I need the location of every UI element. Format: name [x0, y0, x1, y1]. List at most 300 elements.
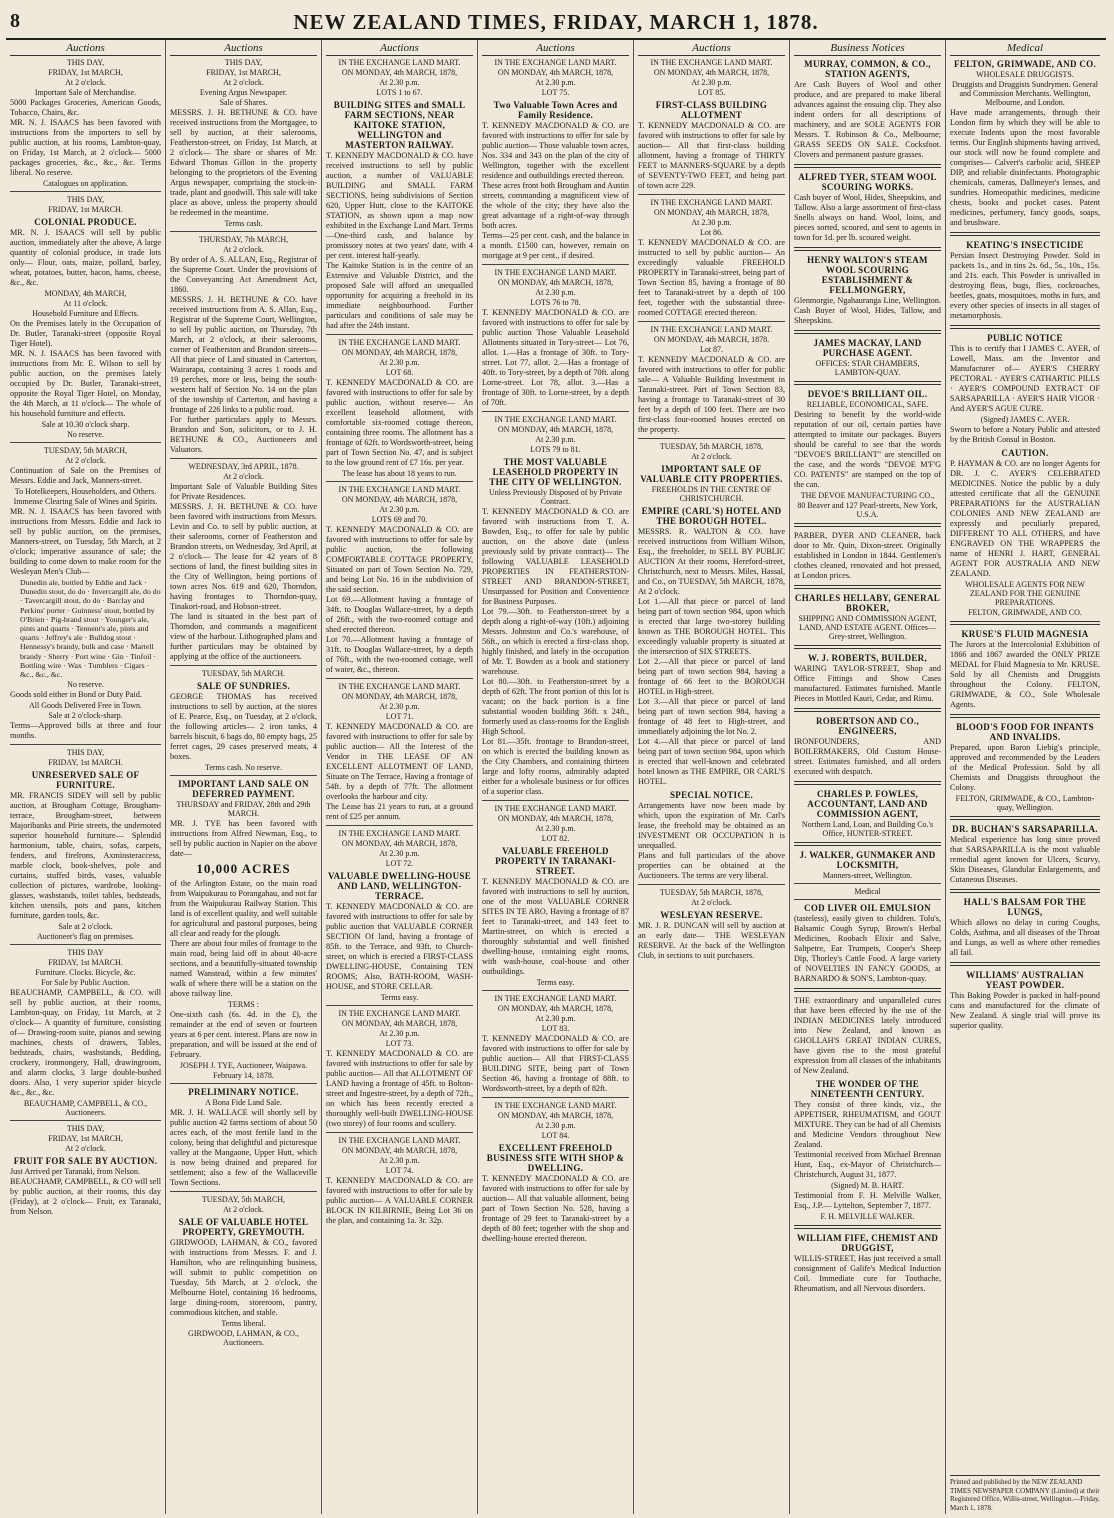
ad-body-text: IRONFOUNDERS, AND BOILERMAKERS, Old Custom House-street. Estimates furnished, and all orders executed with despatch. [794, 737, 941, 776]
ad-subline: ON MONDAY, 4th MARCH, 1878, [341, 692, 458, 701]
ad-subline: TUESDAY, 5th MARCH, 1878, [659, 888, 764, 897]
ad-subline: JOSEPH J. TYE, Auctioneer, Waipawa. [179, 1061, 308, 1070]
ad-body-text: Terms—Approved bills at three and four months. [10, 721, 161, 741]
ad-subline: FELTON, GRIMWADE, AND CO. [968, 608, 1082, 617]
column-rule [794, 585, 941, 589]
ad-body-text: MR. N. J. ISAACS has been favored with instructions from Messrs. Eddie and Jack to sell by public auction, on the premises, Manners-street, on Tuesday, 5th March, at 2 o'clock; imperative assurance of sale; the building to come down to make room for the Wesleyan Men's Club— [10, 507, 161, 576]
ad-body-text: T. KENNEDY MACDONALD & CO. are favored with instructions to offer for sale by public auction Those Valuable Leasehold Allotments situated in Tory-street— Lot 76, allot. 1.—Has a frontage of 30ft. to Tory-street. Lot 77, allot. 2.—Has a frontage of 40ft. to Tory-street, by a depth of 70ft. along Lorne-street. Lot 78, allot. 3.—Has a frontage of 30ft. to Lorne-street, by a depth of 70ft. [482, 308, 629, 407]
ad-subline: At 2.30 p.m. [535, 824, 576, 833]
ad-subline: OFFICES: STAR CHAMBERS, LAMBTON-QUAY. [815, 359, 920, 377]
column-rule [170, 1191, 317, 1192]
ad-body-text: Lot 2.—All that piece or parcel of land being part of town section 984, having a frontage of 66 feet to the BOROUGH HOTEL in High-street. [638, 657, 785, 696]
ad-headline: PRELIMINARY NOTICE. [188, 1087, 299, 1097]
ad-subline: LOTS 1 to 67. [376, 88, 423, 97]
ad-subline: TUESDAY, 5th MARCH, 1878, [659, 442, 764, 451]
ad-subline: F. H. MELVILLE WALKER. [820, 1212, 915, 1221]
ad-subline: IN THE EXCHANGE LAND MART. [650, 58, 773, 67]
ad-subline: LOT 85. [697, 88, 726, 97]
ad-subline: WHOLESALE DRUGGISTS. [976, 70, 1074, 79]
ad-subline: ON MONDAY, 4th MARCH, 1878, [341, 348, 458, 357]
ad-body-text: PARBER, DYER AND CLEANER, back door to Mr. Quin, Dixon-street. Originally established in London in 1844. Gentlemen's clothes cleaned, renovated and hot pressed, at London prices. [794, 531, 941, 580]
column-rule [326, 334, 473, 335]
ad-subline: (Signed) JAMES C. AYER. [980, 415, 1070, 424]
ad-subline: THE DEVOE MANUFACTURING CO., [800, 491, 935, 500]
ad-body-text: BEAUCHAMP, CAMPBELL, & CO. will sell by public auction, at their rooms, Lambton-quay, on Friday, 1st March, at 2 o'clock— A quantity of furniture, consisting of— Drawing-room suite, pianos and sewing machines, chests of drawers, Tables, bedsteads, chairs, washstands, Bedding, crockery, ironmongery, Hall, drawingroom, and alarm clocks, 3 large double-bushed doors. Also, 1 very superior spider bicycle &c., &c., &c. [10, 988, 161, 1098]
ad-subline: At 2.30 p.m. [379, 358, 420, 367]
ad-subline: For Sale by Public Auction. [41, 978, 130, 988]
ad-subline: ON MONDAY, 4th MARCH, 1878. [653, 335, 770, 344]
ad-headline: DR. BUCHAN'S SARSAPARILLA. [952, 824, 1098, 834]
column-rule [326, 1132, 473, 1133]
column-rule [950, 232, 1100, 236]
column-2 [166, 40, 322, 1514]
ad-body-text: T. KENNEDY MACDONALD & CO. are favored with instructions to sell by auction, one of the most VALUABLE CORNER SITES IN TE ARO, Having a frontage of 87 feet to Taranaki-street, and 143 feet to Martin-street, on which is erected a thoroughly substantial and well finished dwelling-house, containing eight rooms, with wash-house, coal-house and other outbuildings. [482, 877, 629, 976]
ad-subline: At 2.30 p.m. [379, 1029, 420, 1038]
ad-subline: ON MONDAY, 4th MARCH, 1878, [653, 208, 770, 217]
ad-subline: Medical [854, 887, 881, 896]
ad-subline: THIS DAY, [66, 58, 105, 67]
column-rule [794, 645, 941, 649]
ad-body-text: Testimonial from F. H. Melville Walker, Esq., J.P.— Lyttelton, September 7, 1877. [794, 1191, 941, 1210]
column-heading: Auctions [170, 40, 317, 56]
column-rule [326, 481, 473, 482]
ad-subline: At 2 o'clock. [65, 78, 106, 87]
ad-body-text: The land is situated in the best part of Thorndon, and commands a magnificent view of the harbour. Lithographed plans and further particulars may be obtained by applying at the office of the auctioneers. [170, 612, 317, 661]
ad-subline: IN THE EXCHANGE LAND MART. [650, 325, 773, 334]
ad-body-text: of the Arlington Estate, on the main road from Waipukurau to Porangahau, and not far from the Waipukurau Railway Station. This land is of excellent quality, and well suitable for agricultural and pastoral purposes, being all clear and ready for the plough. [170, 879, 317, 938]
ad-subline: At 2.30 p.m. [535, 78, 576, 87]
ad-body-text: Prepared, upon Baron Liebig's principle, approved and recommended by the Leaders of the Medical Profession. Sold by all Chemists and Druggists throughout the Colony. [950, 743, 1100, 792]
ad-subline: Terms easy. [536, 978, 575, 987]
ad-body-text: Persian Insect Destroying Powder. Sold in packets 1s., and in tins 2s. 6d., 5s., 10s., 15s. and 21s. each. This Powder is unrivalled in destroying fleas, bugs, flies, cockroaches, beetles, gnats, mosquitoes, moths in furs, and every other species of insects in all stages of metamorphosis. [950, 251, 1100, 320]
ad-body-text: One-sixth cash (6s. 4d. in the £), the remainder at the end of seven or fourteen years at 6 per cent. interest. Plans are now in preparation, and will be issued at the end of February. [170, 1010, 317, 1059]
ad-body-text: 5000 Packages Groceries, American Goods, Tobacco, Chairs, &c. [10, 98, 161, 117]
ad-subline: LOT 84. [541, 1131, 570, 1140]
ad-subline: MONDAY, 4th MARCH, [44, 289, 127, 298]
ad-subline: Terms liberal. [221, 1319, 266, 1328]
ad-subline: Druggists and Druggists Sundrymen. General and Commission Merchants. Wellington, Melbourne, and London. [952, 80, 1098, 107]
ad-subline: FREEHOLDS IN THE CENTRE OF CHRISTCHURCH. [651, 485, 772, 503]
ad-subline: At 2.30 p.m. [379, 78, 420, 87]
column-heading: Medical [950, 40, 1100, 56]
column-rule [794, 899, 941, 900]
column-rule [794, 247, 941, 251]
ad-body-text: T. KENNEDY MACDONALD & CO. are favored with instructions to offer for sale by public auction— All the Interest of the Vendor in THE LEASE OF AN EXCELLENT ALLOTMENT OF LAND, Situate on The Terrace, Having a frontage of 54ft. by a depth of 77ft. The allotment overlooks the harbour and city. [326, 722, 473, 801]
ad-subline: To Hotelkeepers, Householders, and Others. [14, 487, 157, 496]
ad-body-text: T. KENNEDY MACDONALD & CO. are favored with instructions to offer for sale by public auction, the following COMFORTABLE COTTAGE PROPERTY, Situated on part of Town Section No. 729, and being Lot No. 16 in the subdivision of the said section. [326, 525, 473, 594]
ad-body-text: T. KENNEDY MACDONALD & CO. are instructed to sell by public auction— An exceedingly valuable FREEHOLD PROPERTY in Taranaki-street, being part of Town Section 85, having a frontage of 80 feet to Taranaki-street by a depth of 100 feet, together with the substantial three-roomed COTTAGE erected thereon. [638, 238, 785, 317]
ad-subline: At 2 o'clock. [65, 1144, 106, 1154]
column-heading: Business Notices [794, 40, 941, 56]
ad-subline: GIRDWOOD, LAHMAN, & CO., Auctioneers. [188, 1329, 299, 1347]
ad-subline: TUESDAY, 5th MARCH. [201, 669, 286, 678]
ad-body-text: Are Cash Buyers of Wool and other produce, and are prepared to make liberal advances against the ensuing clip. They also indent orders for all descriptions of machinery, and are SOLE AGENTS FOR Messrs. T. Robinson & Co., Melbourne; GRASS SEEDS ON SALE. Cocksfoot. Clovers and permanent pasture grasses. [794, 80, 941, 159]
ad-headline: IMPORTANT LAND SALE ON DEFERRED PAYMENT. [178, 779, 309, 799]
ad-headline: THE WONDER OF THE NINETEENTH CENTURY. [810, 1079, 925, 1099]
column-rule [10, 944, 161, 945]
ad-body-text: MR. N. J. ISAACS has been favored with instructions from the importers to sell by public auction, at his rooms, Lambton-quay, on Friday, 1st March, at 2 o'clock— 5000 packages groceries, &c., &c., &c. Terms liberal. No reserve. [10, 118, 161, 177]
ad-headline: KEATING'S INSECTICIDE [966, 240, 1084, 250]
ad-body-text: MESSRS. J. H. BETHUNE & CO. have been favored with instructions from Messrs. Levin and Co. to sell by public auction, at their salerooms, corner of Featherston and Brandon streets, on Wednesday, 3rd April, at 2 o'clock— The lease for 42 years of 8 sections of land, the finest building sites in the City of Wellington, being portions of town acres Nos. 619 and 620, Thorndon, having frontages to Thorndon-quay, Tinakori-road, and Hobson-street. [170, 502, 317, 611]
ad-body-text: They consist of three kinds, viz., the APPETISER, RHEUMATISM, and GOUT MIXTURE. They can be had of all Chemists and Medicine Vendors throughout New Zealand. [794, 1100, 941, 1149]
ad-subline: IN THE EXCHANGE LAND MART. [338, 829, 461, 838]
ad-headline: Two Valuable Town Acres and Family Residence. [493, 100, 618, 120]
ad-body-text: MR. N. J. ISAACS will sell by public auction, immediately after the above, A large quantity of colonial produce, in trade lots only— Flour, oats, maize, pollard, barley, wheat, potatoes, butter, bacon, hams, cheese, &c., &c. [10, 228, 161, 287]
ad-subline: LOT 73. [385, 1039, 414, 1048]
ad-subline: TUESDAY, 5th MARCH, [201, 1195, 286, 1204]
ad-body-text: MR. N. J. ISAACS has been favored with instructions from Mr. E. Wilson to sell by public auction, on the premises lately occupied by Dr. Butler, Taranaki-street, opposite the Royal Tiger Hotel, on Monday, the 4th March, at 11 o'clock— The whole of his household furniture and effects. [10, 349, 161, 418]
ad-subline: At 2 o'clock. [223, 245, 264, 254]
ad-headline: JAMES MACKAY, LAND PURCHASE AGENT. [813, 338, 922, 358]
ad-body-text: WARING TAYLOR-STREET, Shop and Office Fittings and Show Cases manufactured. Estimates furnished. Mantle Pieces in Mottled Kauri, Cedar, and Rimu. [794, 664, 941, 703]
column-rule [638, 194, 785, 195]
ad-subline: Lot 87. [699, 345, 724, 354]
ad-body-text: Glenmorgie, Ngahauranga Line, Wellington. Cash Buyer of Wool, Hides, Tallow, and Sheepskins. [794, 296, 941, 325]
ad-headline: BUILDING SITES and SMALL FARM SECTIONS, NEAR KAITOKE STATION, WELLINGTON and MASTERTON RAILWAY. [333, 100, 466, 150]
ad-subline: FRIDAY, 1st MARCH, [206, 68, 281, 77]
column-rule [950, 889, 1100, 893]
ad-subline: At 2.30 p.m. [691, 78, 732, 87]
ad-subline: At 2.30 p.m. [379, 702, 420, 711]
ad-subline: (Signed) M. B. HART. [831, 1181, 904, 1190]
ad-headline: COLONIAL PRODUCE. [34, 217, 137, 227]
ad-subline: FRIDAY, 1st MARCH. [48, 958, 123, 968]
column-rule [638, 438, 785, 439]
ad-body-text: Terms—25 per cent. cash, and the balance in a month. £1500 can, however, remain on mortgage at 9 per cent., if desired. [482, 231, 629, 260]
column-3 [322, 40, 478, 1514]
ad-subline: At 2.30 p.m. [535, 1014, 576, 1023]
ad-subline: THURSDAY, 7th MARCH, [198, 235, 289, 244]
ad-subline: IN THE EXCHANGE LAND MART. [338, 682, 461, 691]
ad-subline: WHOLESALE AGENTS FOR NEW ZEALAND FOR THE GENUINE PREPARATIONS. [965, 580, 1085, 607]
column-7 [946, 40, 1104, 1514]
column-rule [794, 164, 941, 168]
ad-subline: At 2.30 p.m. [379, 849, 420, 858]
ad-headline: KRUSE'S FLUID MAGNESIA [961, 629, 1089, 639]
ad-subline: At 2.30 p.m. [535, 288, 576, 297]
ad-headline: PUBLIC NOTICE [987, 333, 1063, 343]
ad-body-text: MR. FRANCIS SIDEY will sell by public auction, at Brougham Cottage, Brougham-terrace, Brougham-street, between Majoribanks and Pirie streets, the undernoted superior household furniture— Splendid harmonium, table, chairs, sofas, carpets, fenders, and firelrons, Axminsteraccess, marble clock, book-shelves, pole and curtains, stuffed birds, vases, valuable collection of pictures, wardrobe, looking-glasses, washstands, toilet tables, bedsteads, kitchen utensils, pots and pans, kitchen furniture, garden tools, &c. [10, 791, 161, 921]
ad-subline: LOT 83. [541, 1024, 570, 1033]
ad-body-text: This is to certify that I JAMES C. AYER, of Lowell, Mass. am the Inventor and Manufacturer of— AYER'S CHERRY PECTORAL · AYER'S CATHARTIC PILLS · AYER'S COMPOUND EXTRACT OF SARSAPARILLA · AYER'S HAIR VIGOR · And AYER'S AGUE CURE. [950, 344, 1100, 413]
ad-body-text: Medical experience has long since proved that SARSAPARILLA is the most valuable remedial agent known for Ulcers, Scurvy, Skin Diseases, Glandular Enlargements, and Cutaneous Diseases. [950, 835, 1100, 884]
column-rule [170, 458, 317, 459]
ad-headline: CHARLES HELLABY, GENERAL BROKER, [794, 593, 941, 613]
column-rule [326, 678, 473, 679]
ad-subline: Terms cash. [224, 219, 263, 228]
column-rule [794, 523, 941, 527]
column-rule [950, 962, 1100, 966]
ad-subline: Unless Previously Disposed of by Private Contract. [488, 488, 623, 506]
ad-headline: SPECIAL NOTICE. [669, 790, 754, 800]
ad-body-text: Important Sale of Valuable Building Sites for Private Residences. [170, 482, 317, 501]
ad-subline: All Goods Delivered Free in Town. [28, 701, 143, 711]
ad-headline: CHARLES P. FOWLES, ACCOUNTANT, LAND AND COMMISSION AGENT, [807, 789, 928, 819]
column-rule [10, 191, 161, 192]
column-rule [326, 1005, 473, 1006]
ad-headline: J. WALKER, GUNMAKER AND LOCKSMITH, [799, 850, 936, 870]
column-rule [10, 442, 161, 443]
ad-subline: No reserve. [67, 680, 104, 690]
ad-headline: ROBERTSON AND CO., ENGINEERS, [815, 716, 920, 736]
ad-subline: THIS DAY, [66, 1124, 105, 1134]
ad-subline: TERMS : [228, 1000, 259, 1009]
ad-subline: ON MONDAY, 4th MARCH, 1878, [497, 814, 614, 823]
column-rule [170, 231, 317, 232]
ad-subline: Evening Argus Newspaper. [199, 88, 288, 97]
ad-body-text: Testimonial received from Michael Brennan Hunt, Esq., ex-Mayor of Christchurch— Christchurch, August 31, 1877. [794, 1150, 941, 1179]
ad-headline: COD LIVER OIL EMULSION [804, 903, 931, 913]
ad-item-list: Dunedin ale, bottled by Eddie and Jack · Dunedin stout, do do · Invercargill ale, do do · Tavercargill stout, do do · Barclay and Perkins' porter · Guinness' stout, bottled by O'Brien · Pig-brand stout · Younger's ale, pints and quarts · Tennent's ale, pints and quarts · Jeffrey's ale · Bulldog stout · Hennessy's brandy, bulk and case · Martell brandy · Sherry · Port wine · Gin · Tinfoil · Bottling wire · Wax · Tumblers · Cigars · &c., &c., &c. [20, 578, 161, 679]
ad-subline: The lease has about 18 years to run. [342, 469, 457, 478]
column-heading: Auctions [638, 40, 785, 56]
ad-body-text: T. KENNEDY MACDONALD & CO. are favored with instructions to offer for sale by public auction that VALUABLE CORNER SECTION Of land, having a frontage of 85ft. to the Terrace, and 93ft. to Church-street, on which is erected a FIRST-CLASS DWELLING-HOUSE, Containing TEN ROOMS; Also, BATH-ROOM, WASH-HOUSE, and STORE CELLAR. [326, 902, 473, 991]
ad-body-text: T. KENNEDY MACDONALD & CO. are favored with instructions to offer for sale by public auction— A VALUABLE CORNER BLOCK IN KILBIRNIE, Being Lot 36 on the plan, and containing 1a. 3r. 32p. [326, 1176, 473, 1225]
ad-subline: IN THE EXCHANGE LAND MART. [650, 198, 773, 207]
ad-body-text: Lot 4.—All that piece or parcel of land being part of town section 984, upon which is erected that well-known and celebrated hotel known as THE EMPIRE, OR CARL'S HOTEL. [638, 737, 785, 786]
ad-body-text: T. KENNEDY MACDONALD & CO. are favored with instructions to offer for public sale— A Valuable Building Investment in Taranaki-street. Part of Town Section 83, having a frontage to Taranaki-street of 30 feet by a depth of 100 feet. There are two first-class four-roomed houses erected on the property. [638, 355, 785, 434]
ad-headline: EXCELLENT FREEHOLD BUSINESS SITE WITH SHOP & DWELLING. [486, 1143, 625, 1173]
ad-subline: Sale at 2 o'clock-sharp. [48, 711, 123, 721]
ad-subline: FRIDAY, 1st MARCH. [48, 205, 123, 214]
ad-subline: Catalogues on application. [42, 179, 129, 188]
ad-subline: ON MONDAY, 4th MARCH, 1878, [497, 1111, 614, 1120]
ad-headline: EMPIRE (CARL'S) HOTEL AND THE BOROUGH HOTEL. [641, 506, 782, 526]
ad-subline: At 2.30 p.m. [535, 1121, 576, 1130]
ad-body-text: T. KENNEDY MACDONALD & CO. are favored with instructions to offer for sale by auction— All that first-class building allotment, having a frontage of THIRTY FEET to MANNERS-SQUARE by a depth of SEVENTY-TWO FEET, and being part of town acre 229. [638, 121, 785, 190]
column-rule [10, 1120, 161, 1121]
ad-headline: UNRESERVED SALE OF FURNITURE. [31, 770, 140, 791]
ad-subline: 80 Beaver and 127 Pearl-streets, New York, U.S.A. [797, 501, 938, 519]
ad-headline: VALUABLE DWELLING-HOUSE AND LAND, WELLINGTON-TERRACE. [327, 871, 472, 901]
column-heading: Auctions [482, 40, 629, 56]
ad-body-text: The Kaitoke Station is in the centre of an Extensive and Valuable District, and the proposed Sale will afford an unequalled opportunity for acquiring a freehold in its immediate neighbourhood. Further particulars and conditions of sale may be had after the 24th instant. [326, 261, 473, 330]
ad-body-text: MESSRS. R. WALTON & CO. have received instructions from William Wilson, Esq., the freeholder, to SELL BY PUBLIC AUCTION At their rooms, Hereford-street, Christchurch, next to Messrs. Miles, Hassal, and Co., on TUESDAY, 5th MARCH, 1878, At 2 o'clock. [638, 527, 785, 596]
ad-display-figure: 10,000 ACRES [196, 861, 291, 876]
ad-body-text: (tasteless), easily given to children. Tolu's, Balsamic Cough Syrup, Brown's Herbal Medicines, Roobach Elixir and Salve, Saltpetre, Ear Trumpets, Cooper's Sheep Dip, Thorley's Cattle Food. A large variety of NOVELTIES IN FANCY GOODS, at BARNARDO & SON'S, Lambton-quay. [794, 914, 941, 983]
column-rule [950, 325, 1100, 329]
ad-headline: IMPORTANT SALE OF VALUABLE CITY PROPERTIES. [640, 464, 783, 484]
ad-subline: Important Sale of Merchandise. [34, 88, 137, 97]
ad-body-text: Lot 81.—35ft. frontage to Brandon-street, on which is erected the building known as the City Chambers, and containing thirteen large and lofty rooms, admirably adapted either for a wholesale business or for offices of a superior class. [482, 737, 629, 796]
ad-body-text: Lot 80.—30ft. to Featherston-street by a depth of 62ft. The front portion of this lot is vacant; on the back portion is a fine substantial wooden building 36ft. x 24ft., formerly used as class-rooms for the English High School. [482, 677, 629, 736]
ad-subline: ON MONDAY, 4th MARCH, 1878, [653, 68, 770, 77]
ad-body-text: MESSRS. J. H. BETHUNE & CO. have received instructions from A. S. Allan, Esq., Registrar of the Supreme Court, Wellington, to sell by public auction, on Thursday, 7th March, at 2 o'clock, at their salerooms, corner of Featherston and Brandon streets— All that piece of Land situated in Carterton, Wairarapa, containing 3 acres 1 roods and 19 perches, more or less, being the south-western half of Section No. 14 on the plan of the township of Carterton, and having a frontage of 226 links to a public road. [170, 295, 317, 414]
column-rule [950, 621, 1100, 625]
columns-container [6, 40, 1106, 1514]
ad-subline: ON MONDAY, 4th MARCH, 1878, [341, 839, 458, 848]
ad-headline: HALL'S BALSAM FOR THE LUNGS, [963, 897, 1087, 917]
ad-subline: Sale at 2 o'clock. [58, 922, 113, 932]
ad-body-text: Continuation of Sale on the Premises of Messrs. Eddie and Jack, Manners-street. [10, 466, 161, 485]
ad-body-text: Which allows no delay in curing Coughs, Colds, Asthma, and all diseases of the Throat and Lungs, as well as where other remedies all fail. [950, 918, 1100, 957]
ad-body-text: These acres front both Brougham and Austin streets, commanding a magnificent view of the whole of the city; they have also the great advantage of a right-of-way through both acres. [482, 181, 629, 230]
ad-subline: February 14, 1878. [213, 1071, 274, 1080]
ad-subline: THIS DAY, [66, 748, 105, 758]
ad-subline: Sale at 10.30 o'clock sharp. [41, 420, 130, 429]
ad-body-text: MR. J. TYE has been favored with instructions from Alfred Newman, Esq., to sell by public auction in Napier on the above date— [170, 819, 317, 858]
ad-subline: IN THE EXCHANGE LAND MART. [338, 58, 461, 67]
ad-subline: LOT 75. [541, 88, 570, 97]
column-rule [794, 883, 941, 884]
column-rule [794, 842, 941, 846]
ad-headline: W. J. ROBERTS, BUILDER, [807, 653, 928, 663]
ad-headline: WILLIAMS' AUSTRALIAN YEAST POWDER. [966, 970, 1084, 990]
ad-subline: IN THE EXCHANGE LAND MART. [338, 1136, 461, 1145]
ad-body-text: T. KENNEDY MACDONALD & CO. have received instructions to sell by public auction, a number of VALUABLE BUILDING and SMALL FARM SECTIONS, being subdivisions of Section 620, Upper Hutt, close to the KAITOKE STATION, as shown upon a map now exhibited in the Exchange Land Mart. Terms—One-third cash, and balance by promissory notes at two years' date, with 4 per cent. interest half-yearly. [326, 151, 473, 260]
ad-body-text: Desiring to benefit by the world-wide reputation of our oil, certain parties have attempted to imitate our packages. Buyers should be careful to see that the words "DEVOE'S BRILLIANT" are stencilled on the case, and the words "DEVOE M'F'G CO. PATENTS" are stamped on the top of the can. [794, 410, 941, 489]
ad-body-text: MR. J. R. DUNCAN will sell by auction at an early date— THE WESLEYAN RESERVE. At the back of the Wellington Club, in sections to suit purchasers. [638, 921, 785, 960]
ad-headline: FRUIT FOR SALE BY AUCTION. [13, 1156, 158, 1167]
ad-headline: WESLEYAN RESERVE. [660, 910, 763, 920]
column-4 [478, 40, 634, 1514]
ad-subline: Household Furniture and Effects. [32, 309, 139, 318]
column-rule [794, 988, 941, 992]
ad-subline: At 2 o'clock. [223, 472, 264, 481]
ad-subline: IN THE EXCHANGE LAND MART. [494, 58, 617, 67]
column-rule [482, 264, 629, 265]
ad-subline: IN THE EXCHANGE LAND MART. [338, 1009, 461, 1018]
ad-subline: THIS DAY [67, 948, 104, 958]
ad-subline: At 2.30 p.m. [691, 218, 732, 227]
ad-body-text: GIRDWOOD, LAHMAN, & CO., favored with instructions from Messrs. F. and J. Hamilton, who are relinquishing business, will submit to public competition on Tuesday, 5th March, at 2 o'clock, the Melbourne Hotel, containing 16 bedrooms, large dining-room, storeroom, pantry, commodious kitchen, and stable. [170, 1238, 317, 1317]
ad-subline: LOT 68. [385, 368, 414, 377]
column-rule [794, 1225, 941, 1229]
ad-subline: At 2 o'clock. [223, 78, 264, 87]
ad-subline: Terms easy. [380, 993, 419, 1002]
ad-body-text: Sworn to before a Notary Public and attested by the British Consul in Boston. [950, 425, 1100, 444]
ad-body-text: T. KENNEDY MACDONALD & CO. are favored with instructions to offer for sale by public auction, without reserve— An excellent leasehold allotment, with comfortable six-roomed cottage thereon, containing three rooms. The allotment has a frontage of 62ft. to Wordsworth-street, being part of Town Section No. 47, and is subject to the low ground rent of £7 16s. per year. [326, 378, 473, 467]
ad-body-text: Lot 3.—All that piece or parcel of land being part of town section 984, having a frontage of 48 feet to High-street, and immediately adjoining the lot No. 2. [638, 697, 785, 736]
ad-subline: WEDNESDAY, 3rd APRIL, 1878. [188, 462, 299, 471]
ad-subline: FRIDAY, 1st MARCH. [48, 758, 123, 768]
ad-body-text: Arrangements have now been made by which, upon the expiration of Mr. Carl's lease, the freehold may be obtained as an INVESTMENT OR OCCUPATION It is unequalled. [638, 801, 785, 850]
ad-subline: At 2 o'clock. [691, 452, 732, 461]
ad-body-text: T. KENNEDY MACDONALD & CO. are favored with instructions to offer for sale by auction— All that valuable allotment, being part of Town Section No. 528, having a frontage of 29 feet to Taranaki-street by a depth of 80 feet; together with the shop and dwelling-house erected thereon. [482, 1174, 629, 1243]
ad-body-text: GEORGE THOMAS has received instructions to sell by auction, at the stores of E. Pearce, Esq., on Tuesday, at 2 o'clock, the following articles— 2 iron tanks, 4 barrels biscuit, 6 bags do, 80 empty bags, 25 ferret cages, 29 cases preserved meats, 4 boxes. [170, 692, 317, 761]
ad-headline: SALE OF SUNDRIES. [196, 681, 291, 691]
ad-subline: RELIABLE, ECONOMICAL, SAFE. [806, 400, 929, 409]
column-rule [170, 775, 317, 776]
ad-body-text: Just Arrived per Taranaki, from Nelson. [10, 1167, 141, 1177]
ad-subline: Furniture. Clocks. Bicycle, &c. [35, 968, 136, 978]
ad-headline: VALUABLE FREEHOLD PROPERTY IN TARANAKI-STREET. [495, 846, 616, 876]
ad-subline: ON MONDAY, 4th MARCH, 1878, [497, 1004, 614, 1013]
column-rule [482, 800, 629, 801]
ad-subline: THIS DAY, [224, 58, 263, 67]
ad-body-text: Lot 70.—Allotment having a frontage of 31ft. to Douglas Wallace-street, by a depth of 76ft., with the two-roomed cottage, well of water, &c., thereon. [326, 635, 473, 674]
ad-subline: LOTS 76 to 78. [530, 298, 581, 307]
ad-subline: IN THE EXCHANGE LAND MART. [494, 415, 617, 424]
column-rule [10, 744, 161, 745]
ad-subline: IN THE EXCHANGE LAND MART. [494, 994, 617, 1003]
ad-body-text: T. KENNEDY MACDONALD & CO. are favored with instructions from T. A. Bowden, Esq., to offer for sale by public auction, on the above date (unless previously sold by private contract)— The following VALUABLE LEASEHOLD PROPERTIES IN FEATHERSTON-STREET AND BRANDON-STREET, Unsurpassed for Position and Convenience for Business Purposes. [482, 507, 629, 606]
printer-imprint: Printed and published by the NEW ZEALAND TIMES NEWSPAPER COMPANY (Limited) at their Registered Office, Willis-street, Wellington.—Friday, March 1, 1878. [950, 1475, 1100, 1512]
ad-body-text: BEAUCHAMP, CAMPBELL, & CO will sell by public auction, at their rooms, this day (Friday), at 2 o'clock— Fruit, ex Taranaki, from Nelson. [10, 1177, 161, 1217]
ad-subline: ON MONDAY, 4th MARCH, 1878, [341, 68, 458, 77]
column-rule [638, 321, 785, 322]
ad-subline: At 2.30 p.m. [535, 435, 576, 444]
ad-body-text: There are about four miles of frontage to the main road, being laid off in about 40-acre sections, and a beautifully-situated township named Wanstead, within a few minutes' walk of where there will be a station on the above railway line. [170, 939, 317, 998]
ad-headline: HENRY WALTON'S STEAM WOOL SCOURING ESTABLISHMENT & FELLMONGERY, [807, 255, 928, 295]
ad-body-text: Goods sold either in Bond or Duty Paid. [10, 690, 142, 700]
ad-body-text: WILLIS-STREET, Has just received a small consignment of Galife's Medical Induction Coil. Immediate cure for Toothache, Rheumatism, and all Nervous disorders. [794, 1254, 941, 1293]
ad-subline: LOT 71. [385, 712, 414, 721]
ad-subline: LOTS 69 and 70. [371, 515, 428, 524]
ad-subline: At 2 o'clock. [223, 1205, 264, 1214]
column-heading: Auctions [326, 40, 473, 56]
column-rule [950, 816, 1100, 820]
ad-subline: At 2 o'clock. [691, 898, 732, 907]
masthead [6, 4, 1106, 40]
ad-headline: CAUTION. [1001, 448, 1049, 458]
ad-subline: BEAUCHAMP, CAMPBELL, & CO., Auctioneers. [23, 1099, 148, 1118]
ad-body-text: Cash buyer of Wool, Hides, Sheepskins, and Tallow. Also a large assortment of first-class Snells always on hand. Wool, loins, and pieces sorted, scoured, and sent to agents in town for 1d. per lb. scoured weight. [794, 193, 941, 242]
ad-subline: FELTON, GRIMWADE, & CO., Lambton-quay, Wellington. [955, 794, 1095, 812]
ad-headline: THE MOST VALUABLE LEASEHOLD PROPERTY IN THE CITY OF WELLINGTON. [489, 457, 622, 487]
ad-subline: At 2 o'clock. [65, 456, 106, 465]
newspaper-title: NEW ZEALAND TIMES, FRIDAY, MARCH 1, 1878. [293, 10, 819, 34]
ad-subline: LOT 72. [385, 859, 414, 868]
ad-body-text: For further particulars apply to Messrs. Brandon and Son, solicitors, or to J. H. BETHUNE & CO., Auctioneers and Valuators. [170, 415, 317, 454]
ad-subline: Terms cash. No reserve. [205, 763, 282, 772]
ad-subline: ON MONDAY, 4th MARCH, 1878, [497, 425, 614, 434]
ad-body-text: MR. J. H. WALLACE will shortly sell by public auction 42 farms sections of about 50 acres each, of the most fertile land in the colony, being that delightful and picturesque valley at the Mangaone, Upper Hutt, which is now being drained and prepared for settlement; also a few of the Wallaceville Town Sections. [170, 1108, 317, 1187]
ad-headline: FELTON, GRIMWADE, AND CO. [953, 59, 1097, 69]
ad-subline: LOT 82. [541, 834, 570, 843]
ad-subline: IN THE EXCHANGE LAND MART. [494, 804, 617, 813]
ad-subline: THURSDAY and FRIDAY, 28th and 29th MARCH. [176, 800, 311, 818]
ad-body-text: T. KENNEDY MACDONALD & CO. are favored with instructions to offer for sale by public auction— All that ALLOTMENT OF LAND having a frontage of 45ft. to Bolton-street and Ingestre-street, by a depth of 72ft., on which has been recently erected a thoroughly well-built DWELLING-HOUSE (two storey) of four rooms and scullery. [326, 1049, 473, 1128]
ad-body-text: P. HAYMAN & CO. are no longer Agents for DR. J. C. AYER'S CELEBRATED MEDICINES. Notice the public by a duly attested certificate that all the GENUINE PREPARATIONS for the AUSTRALIAN COLONIES AND NEW ZEALAND are expressly and peculiarly prepared, DIFFERENT TO ALL OTHERS, and have ENGRAVED ON THE WRAPPERS the name of HENRI J. HART, GENERAL AGENT FOR AUSTRALIA AND NEW ZEALAND. [950, 459, 1100, 578]
column-heading: Auctions [10, 40, 161, 56]
column-rule [170, 665, 317, 666]
ad-subline: ON MONDAY, 4th MARCH, 1878, [341, 1146, 458, 1155]
ad-body-text: The Lease has 21 years to run, at a ground rent of £25 per annum. [326, 802, 473, 821]
ad-headline: SALE OF VALUABLE HOTEL PROPERTY, GREYMOUTH. [178, 1217, 309, 1237]
ad-subline: Manners-street, Wellington. [822, 871, 913, 880]
ad-subline: SHIPPING AND COMMISSION AGENT, LAND, AND ESTATE AGENT. Offices—Grey-street, Wellington. [798, 614, 937, 641]
ad-subline: FRIDAY, 1st MARCH, [48, 1134, 123, 1144]
ad-subline: Sale of Shares. [219, 98, 268, 107]
ad-body-text: T. KENNEDY MACDONALD & CO. are favored with instructions to offer for sale by public auction— Those valuable town acres, Nos. 334 and 343 on the plan of the city of Wellington, together with the excellent residence and outbuildings erected thereon. [482, 121, 629, 180]
ad-body-text: Lot 69.—Allotment having a frontage of 34ft. to Douglas Wallace-street, by a depth of 26ft., with the two-roomed cottage and shed erected thereon. [326, 595, 473, 634]
ad-subline: No reserve. [67, 430, 104, 439]
ad-subline: At 2.30 p.m. [379, 1156, 420, 1165]
ad-subline: IN THE EXCHANGE LAND MART. [494, 268, 617, 277]
ad-subline: IN THE EXCHANGE LAND MART. [494, 1101, 617, 1110]
ad-subline: LOT 74. [385, 1166, 414, 1175]
ad-subline: LOTS 79 to 81. [530, 445, 581, 454]
column-rule [638, 884, 785, 885]
ad-headline: ALFRED TYER, STEAM WOOL SCOURING WORKS. [798, 172, 937, 192]
ad-body-text: By order of A. S. ALLAN, Esq., Registrar of the Supreme Court. Under the provisions of the Conveyancing Act Amendment Act, 1860. [170, 255, 317, 294]
column-rule [794, 781, 941, 785]
ad-headline: BLOOD'S FOOD FOR INFANTS AND INVALIDS. [956, 722, 1094, 742]
page-number: 8 [10, 10, 20, 32]
column-rule [482, 1097, 629, 1098]
ad-body-text: The Jurors at the Intercolonial Exhibition of 1866 and 1867 awarded the ONLY PRIZE MEDAL for Fluid Magnesia to Mr. KRUSE. Sold by all Chemists and Druggists throughout the Colony. FELTON, GRIMWADE, & CO., Sole Wholesale Agents. [950, 640, 1100, 709]
ad-body-text: On the Premises lately in the Occupation of Dr. Butler, Taranaki-street (opposite Royal Tiger Hotel). [10, 319, 161, 348]
column-rule [170, 1083, 317, 1084]
column-rule [794, 381, 941, 385]
ad-subline: At 11 o'clock. [63, 299, 108, 308]
ad-headline: MURRAY, COMMON, & CO., STATION AGENTS, [804, 59, 931, 79]
ad-subline: Immense Clearing Sale of Wines and Spirits. [13, 497, 158, 506]
ad-body-text: Have made arrangements, through their London firm by which they will be able to execute Indents upon the most favorable terms. Our English shipments having arrived, our stock will now be found complete and comprises— Calvert's carbolic acid, SHEEP DIP, and reliable disinfectants. Photographic chemicals, cameras, Dallmeyer's lenses, and sundries. Homeopathic medicines, medicine chests, books and pocket cases. Patent medicines, perfumery, fancy goods, soaps, and brushware. [950, 108, 1100, 227]
ad-subline: A Bona Fide Land Sale. [205, 1098, 282, 1107]
ad-subline: Auctioneer's flag on premises. [37, 932, 134, 942]
